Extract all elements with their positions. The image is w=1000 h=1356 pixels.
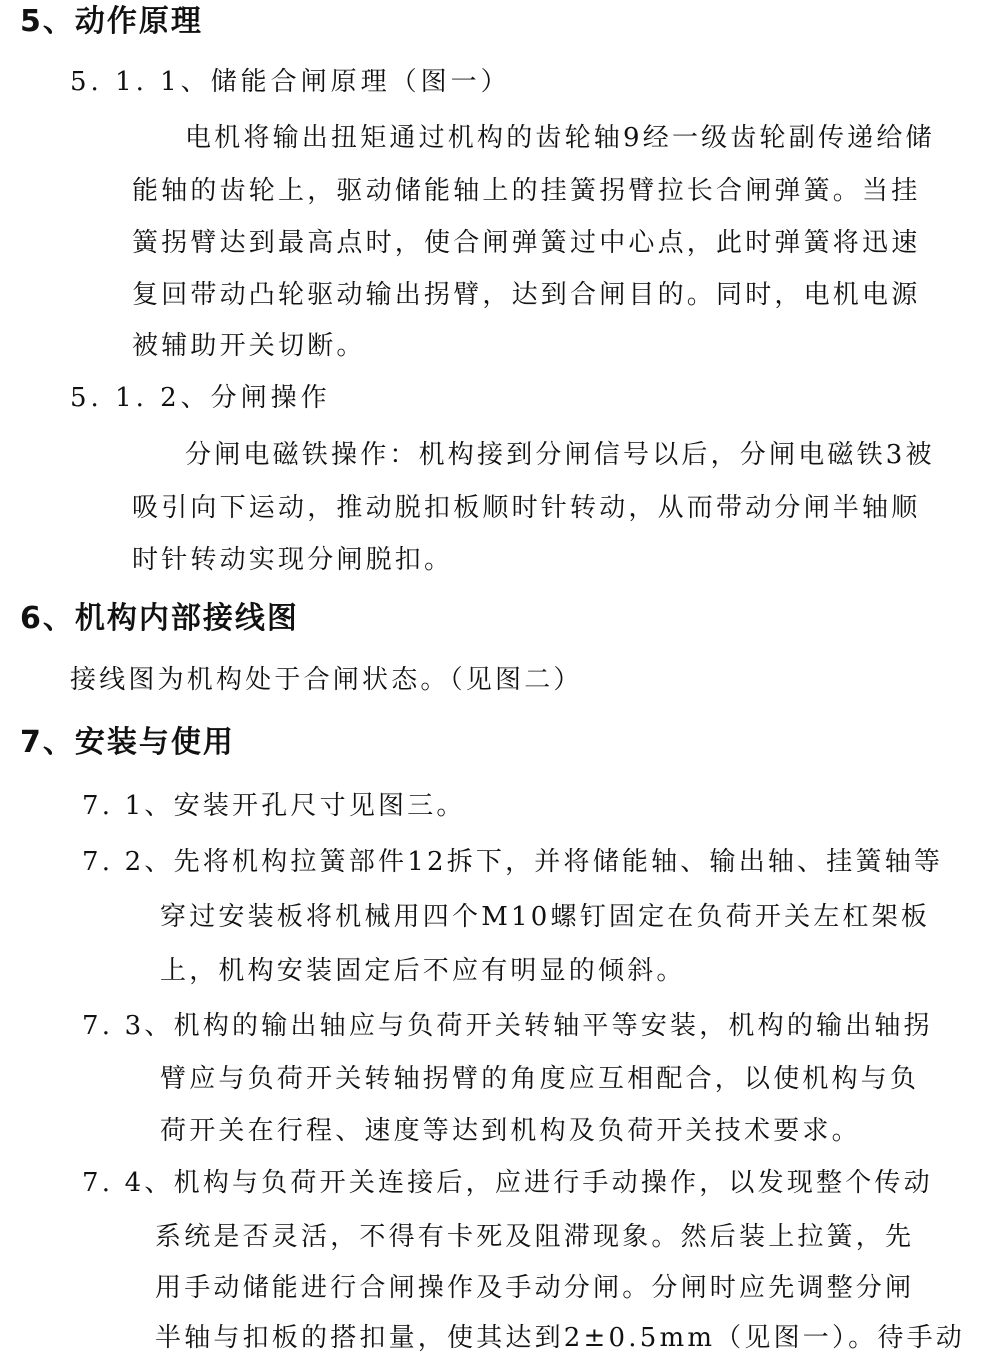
paragraph-line: 用手动储能进行合闸操作及手动分闸。分闸时应先调整分闸 (155, 1273, 915, 1303)
list-item-7-1: 7. 1、安装开孔尺寸见图三。 (82, 791, 466, 821)
subsection-5-1-1-title: 5. 1. 1、储能合闸原理（图一） (70, 67, 511, 97)
section-5-heading: 5、动作原理 (20, 4, 203, 39)
section-7-heading: 7、安装与使用 (20, 725, 235, 760)
paragraph-line: 系统是否灵活，不得有卡死及阻滞现象。然后装上拉簧，先 (155, 1222, 915, 1252)
paragraph-line: 能轴的齿轮上，驱动储能轴上的挂簧拐臂拉长合闸弹簧。当挂 (132, 176, 921, 206)
paragraph-line: 电机将输出扭矩通过机构的齿轮轴9经一级齿轮副传递给储 (185, 123, 935, 153)
paragraph-line: 半轴与扣板的搭扣量，使其达到2±0.5mm（见图一）。待手动 (155, 1323, 965, 1353)
section-6-heading: 6、机构内部接线图 (20, 601, 299, 636)
paragraph-line: 上，机构安装固定后不应有明显的倾斜。 (160, 956, 686, 986)
list-item-7-3: 7. 3、机构的输出轴应与负荷开关转轴平等安装，机构的输出轴拐 (82, 1011, 933, 1041)
paragraph-line: 接线图为机构处于合闸状态。（见图二） (70, 665, 583, 695)
paragraph-line: 时针转动实现分闸脱扣。 (132, 545, 454, 575)
paragraph-line: 分闸电磁铁操作：机构接到分闸信号以后，分闸电磁铁3被 (185, 440, 935, 470)
list-item-7-4: 7. 4、机构与负荷开关连接后，应进行手动操作，以发现整个传动 (82, 1168, 933, 1198)
paragraph-line: 复回带动凸轮驱动输出拐臂，达到合闸目的。同时，电机电源 (132, 280, 921, 310)
paragraph-line: 簧拐臂达到最高点时，使合闸弹簧过中心点，此时弹簧将迅速 (132, 228, 921, 258)
list-item-7-2: 7. 2、先将机构拉簧部件12拆下，并将储能轴、输出轴、挂簧轴等 (82, 847, 944, 877)
paragraph-line: 穿过安装板将机械用四个M10螺钉固定在负荷开关左杠架板 (160, 902, 931, 932)
paragraph-line: 吸引向下运动，推动脱扣板顺时针转动，从而带动分闸半轴顺 (132, 493, 921, 523)
paragraph-line: 被辅助开关切断。 (132, 331, 366, 361)
subsection-5-1-2-title: 5. 1. 2、分闸操作 (70, 383, 331, 413)
paragraph-line: 臂应与负荷开关转轴拐臂的角度应互相配合，以使机构与负 (160, 1064, 920, 1094)
paragraph-line: 荷开关在行程、速度等达到机构及负荷开关技术要求。 (160, 1116, 861, 1146)
